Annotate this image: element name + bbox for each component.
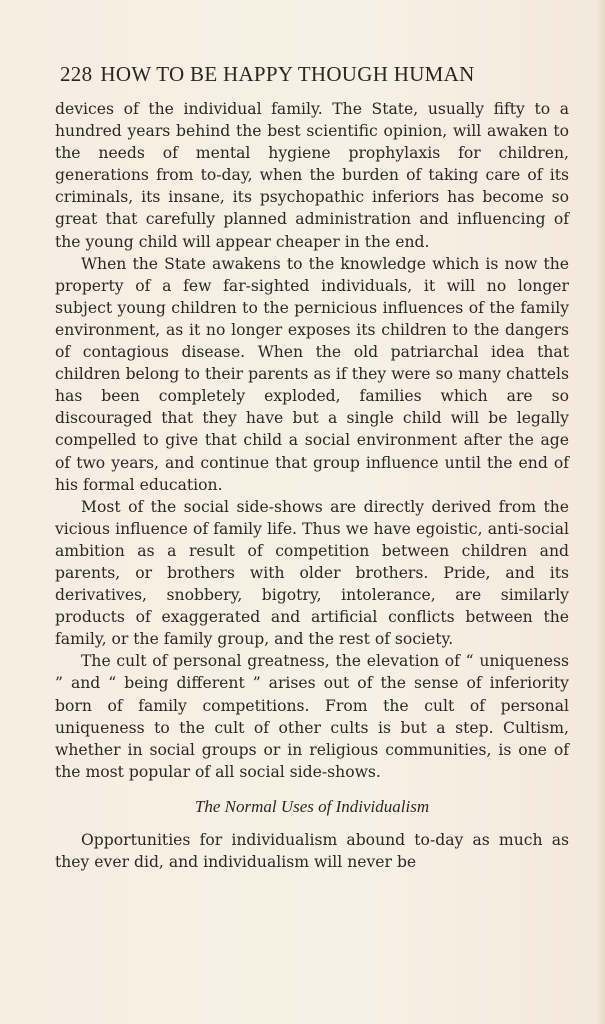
page-edge-shadow <box>597 0 605 1024</box>
running-title: HOW TO BE HAPPY THOUGH HUMAN <box>100 62 475 86</box>
body-text <box>55 98 569 873</box>
paragraph-3: Most of the social side-shows are directly derived from the vicious influence of family life. Thus we have egoistic, anti-social ambition as a result of competition between children and parents, or brothers with older brothers. Pride, and its derivatives, snobbery, bigotry, intolerance, are similarly products of exaggerated and artificial conflicts between the family, or the family group, and the rest of society. <box>55 497 569 649</box>
section-paragraph: Opportunities for individualism abound to-day as much as they ever did, and individualism will never be <box>55 830 569 871</box>
section-heading: The Normal Uses of Individualism <box>194 796 430 816</box>
paragraph-4: The cult of personal greatness, the elevation of “ uniqueness ” and “ being different ” arises out of the sense of inferiority born of family competitions. From the cult of personal uniqueness to the cult of other cults is but a step. Cultism, whether in social groups or in religious communities, is one of the most popular of all social side-shows. <box>55 652 569 781</box>
paragraph-1: devices of the individual family. The State, usually fifty to a hundred years behind the best scientific opinion, will awaken to the needs of mental hygiene prophylaxis for children, generations from to-day, when the burden of taking care of its criminals, its insane, its psychopathic inferiors has become so great that carefully planned administration and influencing of the young child will appear cheaper in the end. <box>55 100 569 251</box>
running-header <box>60 62 572 90</box>
paragraph-2: When the State awakens to the knowledge which is now the property of a few far-sighted individuals, it will no longer subject young children to the pernicious influences of the family environment, as it no longer exposes its children to the dangers of contagious disease. When the old patriarchal idea that children belong to their parents as if they were so many chattels has been completely exploded, families which are so discouraged that they have but a single child will be legally compelled to give that child a social environment after the age of two years, and continue that group influence until the end of his formal education. <box>55 254 569 494</box>
page-number: 228 <box>60 62 93 86</box>
